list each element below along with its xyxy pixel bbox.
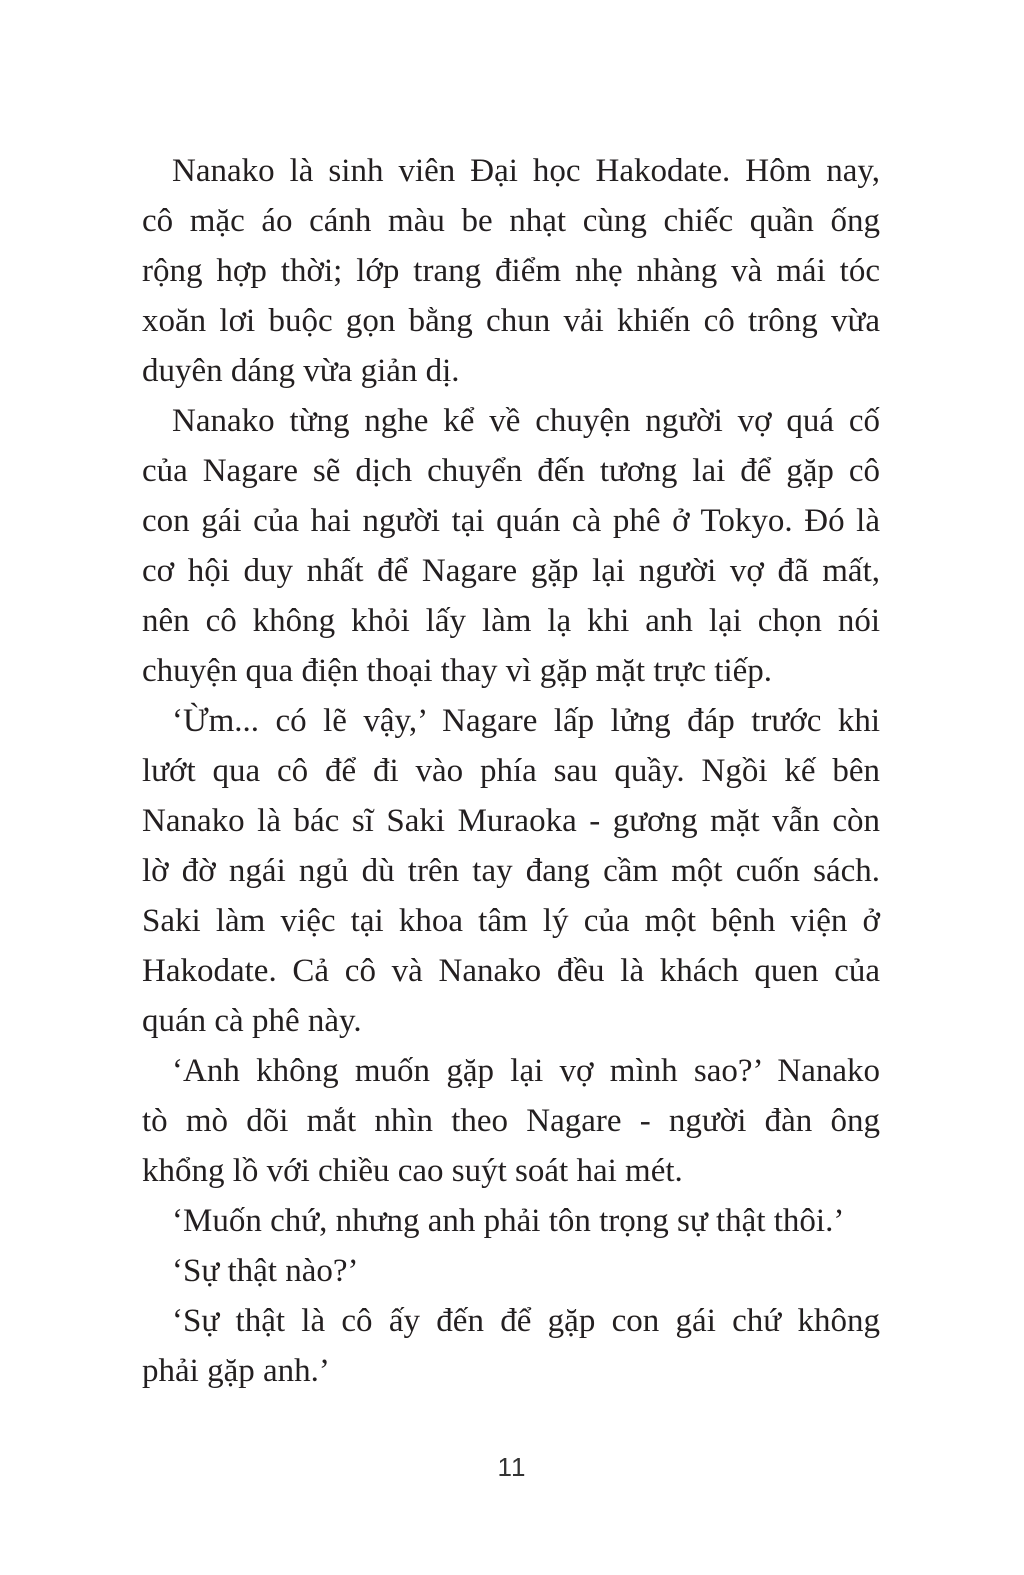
paragraph-5 [142,1196,880,1246]
text-line: lờ đờ ngái ngủ dù trên tay đang cầm một cuốn sách. [142,853,880,889]
text-line: Nanako từng nghe kể về chuyện người vợ quá cố [172,403,880,439]
text-line: chuyện qua điện thoại thay vì gặp mặt trực tiếp. [142,653,773,689]
text-line: ‘Muốn chứ, nhưng anh phải tôn trọng sự thật thôi.’ [172,1203,845,1239]
text-line: phải gặp anh.’ [142,1353,330,1389]
text-line: xoăn lơi buộc gọn bằng chun vải khiến cô trông vừa [142,303,880,339]
text-line: duyên dáng vừa giản dị. [142,353,460,389]
text-line: tò mò dõi mắt nhìn theo Nagare - người đàn ông [142,1103,880,1139]
text-line: con gái của hai người tại quán cà phê ở Tokyo. Đó là [142,503,880,539]
text-line: ‘Sự thật nào?’ [172,1253,359,1289]
text-line: khổng lồ với chiều cao suýt soát hai mét. [142,1153,683,1189]
text-line: nên cô không khỏi lấy làm lạ khi anh lại chọn nói [142,603,880,639]
text-line: Nanako là sinh viên Đại học Hakodate. Hôm nay, [172,153,880,189]
paragraph-4 [142,1046,880,1196]
page-number: 11 [497,1452,527,1482]
body-text [142,146,880,1396]
text-line: ‘Sự thật là cô ấy đến để gặp con gái chứ không [172,1303,880,1339]
text-line: lướt qua cô để đi vào phía sau quầy. Ngồi kế bên [142,753,880,789]
text-line: của Nagare sẽ dịch chuyển đến tương lai để gặp cô [142,453,880,489]
paragraph-7 [142,1296,880,1396]
paragraph-2 [142,396,880,696]
text-line: Saki làm việc tại khoa tâm lý của một bệnh viện ở [142,903,880,939]
paragraph-1 [142,146,880,396]
paragraph-3 [142,696,880,1046]
text-line: Nanako là bác sĩ Saki Muraoka - gương mặt vẫn còn [142,803,880,839]
text-line: cô mặc áo cánh màu be nhạt cùng chiếc quần ống [142,203,880,239]
text-line: quán cà phê này. [142,1003,362,1039]
text-line: rộng hợp thời; lớp trang điểm nhẹ nhàng và mái tóc [142,253,880,289]
paragraph-6 [142,1246,880,1296]
text-line: cơ hội duy nhất để Nagare gặp lại người vợ đã mất, [142,553,880,589]
text-line: ‘Anh không muốn gặp lại vợ mình sao?’ Nanako [172,1053,880,1089]
text-line: Hakodate. Cả cô và Nanako đều là khách quen của [142,953,880,989]
text-line: ‘Ừm... có lẽ vậy,’ Nagare lấp lửng đáp trước khi [172,703,880,739]
